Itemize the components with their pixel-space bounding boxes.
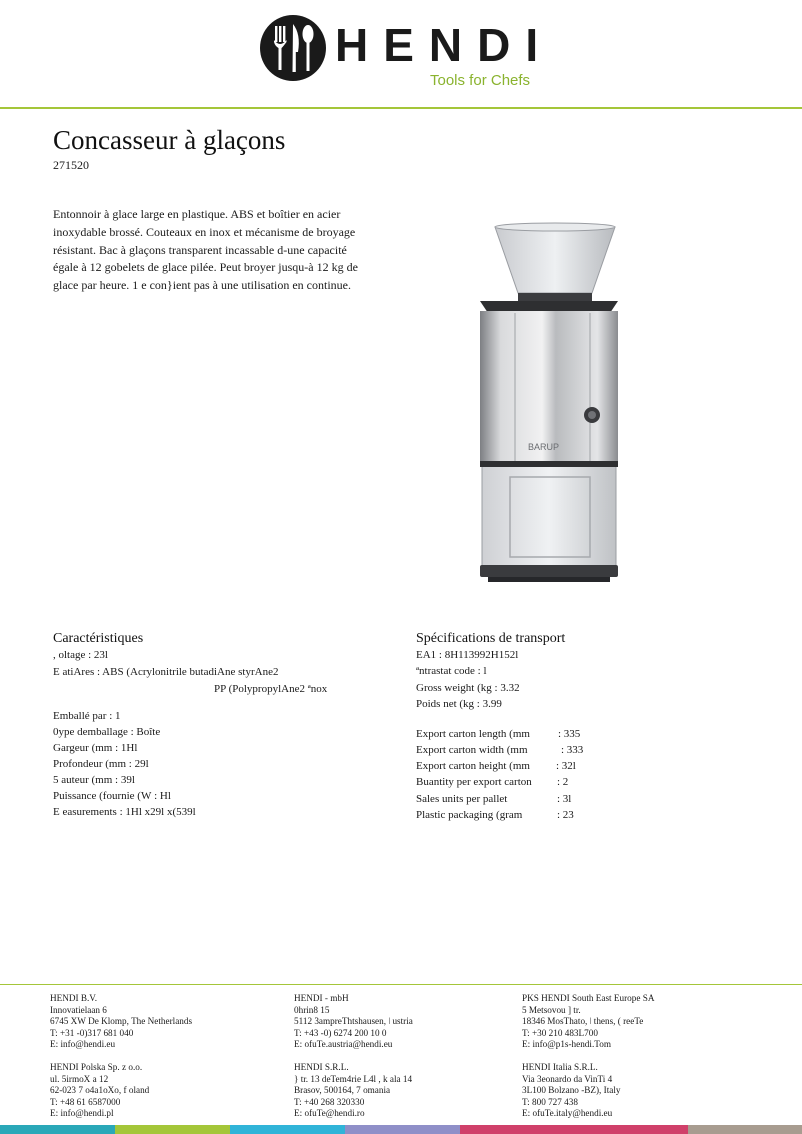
transport-row: EA1 : 8H113992H152l — [416, 649, 519, 661]
address-block-poland: HENDI Polska Sp. z o.o. ul. 5irmoX a 12 62-023 7 o4a1oXo, f oland T: +48 61 6587000 E: info@hendi.pl — [50, 1062, 150, 1119]
spec-row: Puissance (fournie (W : Hl — [53, 790, 171, 802]
spec-row: , oltage : 23l — [53, 649, 108, 661]
transport-row: Export carton height (mm : 32l — [416, 760, 576, 772]
transport-row: Poids net (kg : 3.99 — [416, 698, 502, 710]
footer-stripe-segment — [345, 1125, 460, 1134]
transport-row: Gross weight (kg : 3.32 — [416, 682, 520, 694]
footer-divider — [0, 984, 802, 985]
transport-row: ªntrastat code : l — [416, 665, 487, 677]
product-image — [440, 215, 640, 615]
address-block-romania: HENDI S.R.L. } tr. 13 deTem4rie L4l , k ala 14 Brasov, 500164, 7 omania T: +40 268 320330 E: ofuTe@hendi.ro — [294, 1062, 413, 1119]
transport-row: Plastic packaging (gram : 23 — [416, 809, 574, 821]
tagline: Tools for Chefs — [430, 72, 531, 89]
product-title: Concasseur à glaçons — [53, 125, 286, 155]
cutlery-circle-icon — [260, 12, 330, 82]
transport-row: Export carton width (mm : 333 — [416, 744, 584, 756]
product-description: Entonnoir à glace large en plastique. ABS et boîtier en acier inoxydable brossé. Couteaux en inox et mécanisme de broyage résistant. Bac à glaçons transparent incassable d-une capacité égale à 12 gobelets de glace pilée. Peut broyer jusqu-à 12 kg de glace par heure. 1 e con}ient pas à une utilisation en continue. — [53, 207, 358, 293]
footer-stripe-segment — [460, 1125, 688, 1134]
spec-row: Gargeur (mm : 1Hl — [53, 742, 138, 754]
footer-stripe-segment — [688, 1125, 802, 1134]
address-block-greece: PKS HENDI South East Europe SA 5 Metsovou ] tr. 18346 MosThato, ǀ thens, ( reeTe T: +30 210 483L700 E: info@p1s-hendi.Tom — [522, 993, 655, 1050]
spec-row: 5 auteur (mm : 39l — [53, 774, 135, 786]
spec-row: E atiAres : ABS (Acrylonitrile butadiAne styrAne2 — [53, 666, 279, 678]
address-block-netherlands: HENDI B.V. Innovatielaan 6 6745 XW De Klomp, The Netherlands T: +31 -0)317 681 040 E: info@hendi.eu — [50, 993, 193, 1050]
image-brand-label: BARUP — [528, 442, 560, 452]
spec-row: 0ype demballage : Boîte — [53, 726, 161, 738]
transport-title: Spécifications de transport — [416, 631, 566, 646]
transport-row: Export carton length (mm : 335 — [416, 728, 581, 740]
spec-row: E easurements : 1Hl x29l x(539l — [53, 806, 196, 818]
spec-row: Emballé par : 1 — [53, 710, 121, 722]
footer-stripe-segment — [115, 1125, 230, 1134]
header-divider — [0, 107, 802, 109]
address-block-austria: HENDI - mbH 0hrin8 15 5112 3ampreThtshausen, ǀ ustria T: +43 -0) 6274 200 10 0 E: ofuTe.austria@hendi.eu — [294, 993, 413, 1050]
footer-stripe-segment — [230, 1125, 345, 1134]
transport-row: Buantity per export carton : 2 — [416, 776, 569, 788]
transport-row: Sales units per pallet : 3l — [416, 793, 572, 805]
spec-row: Profondeur (mm : 29l — [53, 758, 149, 770]
brand-name: HENDI — [335, 19, 554, 71]
footer-stripe-segment — [0, 1125, 115, 1134]
characteristics-title: Caractéristiques — [53, 631, 144, 646]
address-block-italy: HENDI Italia S.R.L. Via 3eonardo da VinTi 4 3L100 Bolzano -BZ), Italy T: 800 727 438 E: ofuTe.italy@hendi.eu — [522, 1062, 621, 1119]
product-sku: 271520 — [53, 158, 89, 172]
spec-row: PP (PolypropylAne2 ªnox — [214, 683, 328, 695]
